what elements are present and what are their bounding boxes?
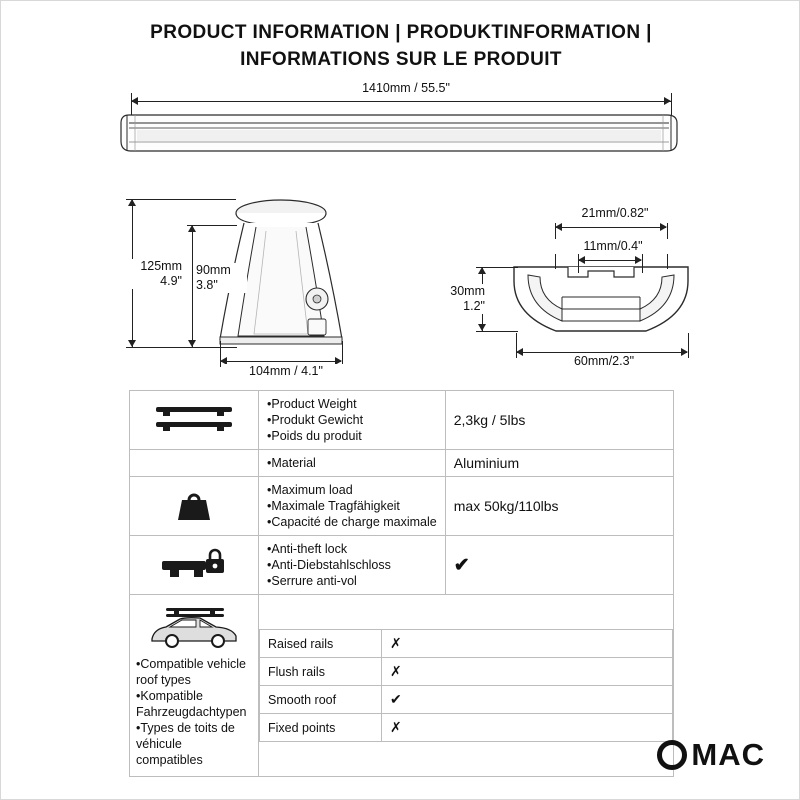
roof-option-value: ✗ bbox=[382, 714, 673, 742]
table-row bbox=[130, 477, 674, 536]
crossbars-icon bbox=[130, 391, 259, 450]
roof-option-row bbox=[260, 714, 673, 742]
height-inner-label: 90mm 3.8" bbox=[193, 263, 247, 293]
omac-logo-text: MAC bbox=[691, 737, 765, 772]
omac-logo bbox=[657, 737, 765, 773]
weight-icon bbox=[130, 477, 259, 536]
omac-o-icon bbox=[657, 740, 687, 770]
row-label: •Product Weight •Produkt Gewicht •Poids du produit bbox=[259, 391, 446, 450]
bar-length-label: 1410mm / 55.5" bbox=[338, 81, 474, 96]
roof-option-row bbox=[260, 686, 673, 714]
roof-option-value: ✔ bbox=[382, 686, 673, 714]
profile-height-label: 30mm 1.2" bbox=[438, 284, 488, 314]
row-value: Aluminium bbox=[445, 450, 673, 477]
table-row bbox=[130, 450, 674, 477]
roof-option-value: ✗ bbox=[382, 658, 673, 686]
profile-width-label: 60mm/2.3" bbox=[541, 354, 667, 369]
height-total-label: 125mm 4.9" bbox=[129, 259, 185, 289]
slot-inner-label: 11mm/0.4" bbox=[549, 239, 677, 254]
roof-option-row bbox=[260, 630, 673, 658]
row-value: 2,3kg / 5lbs bbox=[445, 391, 673, 450]
foot-width-label: 104mm / 4.1" bbox=[223, 364, 349, 379]
crossbar-side-view bbox=[119, 101, 679, 161]
empty-icon-cell bbox=[130, 450, 259, 477]
car-with-rack-icon bbox=[130, 595, 259, 777]
roof-option-value: ✗ bbox=[382, 630, 673, 658]
spec-table bbox=[129, 390, 674, 777]
roof-option-name: Flush rails bbox=[260, 658, 382, 686]
page-title-line2: INFORMATIONS SUR LE PRODUIT bbox=[240, 49, 562, 70]
page-title bbox=[61, 19, 741, 73]
lock-icon bbox=[130, 536, 259, 595]
table-row bbox=[130, 391, 674, 450]
row-value: ✔ bbox=[445, 536, 673, 595]
roof-row-label: •Compatible vehicle roof types •Kompatible Fahrzeugdachtypen •Types de toits de véhicule compatibles bbox=[136, 657, 247, 767]
slot-outer-label: 21mm/0.82" bbox=[551, 206, 679, 221]
roof-option-name: Fixed points bbox=[260, 714, 382, 742]
row-value: max 50kg/110lbs bbox=[445, 477, 673, 536]
roof-option-name: Raised rails bbox=[260, 630, 382, 658]
row-label: •Anti-theft lock •Anti-Diebstahlschloss •Serrure anti-vol bbox=[259, 536, 446, 595]
table-row bbox=[130, 536, 674, 595]
row-label: •Maximum load •Maximale Tragfähigkeit •Capacité de charge maximale bbox=[259, 477, 446, 536]
row-label: •Material bbox=[259, 450, 446, 477]
page-title-line1: PRODUCT INFORMATION | PRODUKTINFORMATION | bbox=[150, 22, 652, 43]
roof-option-row bbox=[260, 658, 673, 686]
table-row-roof-types bbox=[130, 595, 674, 777]
roof-option-name: Smooth roof bbox=[260, 686, 382, 714]
roof-options-cell bbox=[259, 595, 674, 777]
roof-options-table bbox=[259, 629, 673, 742]
